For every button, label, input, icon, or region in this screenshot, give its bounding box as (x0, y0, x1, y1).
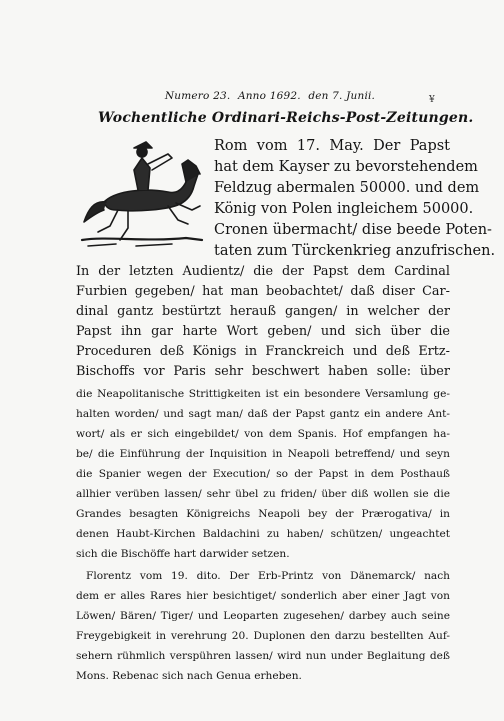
article-line: Feldzug abermalen 50000. und dem (214, 180, 480, 196)
article-line: die Neapolitanische Strittigkeiten ist ein besondere Versamlung ge- (76, 388, 450, 400)
article-line: Rom vom 17. May. Der Papst (214, 138, 450, 154)
article-line: König von Polen ingleichem 50000. (214, 201, 474, 217)
masthead-title: Wochentliche Ordinari-Reichs-Post-Zeitungen. (98, 110, 474, 126)
article-line: Papst ihn gar harte Wort geben/ und sich über die (76, 324, 450, 339)
article-line: halten worden/ und sagt man/ daß der Papst gantz ein andere Ant- (76, 408, 450, 420)
article-line: denen Haubt-Kirchen Baldachini zu haben/ schützen/ ungeachtet (76, 528, 450, 540)
article-line: dinal gantz bestürtzt herauß gangen/ in welcher der (76, 304, 450, 319)
stray-mark: ¥ (429, 95, 435, 105)
post-rider-woodcut-icon (76, 140, 206, 252)
article-line: Cronen übermacht/ dise beede Poten- (214, 222, 492, 238)
article-line: dem er alles Rares hier besichtiget/ sonderlich aber einer Jagt von (76, 590, 450, 602)
article-line: Florentz vom 19. dito. Der Erb-Printz von Dänemarck/ nach (86, 570, 450, 582)
article-line: Furbien gegeben/ hat man beobachtet/ daß diser Car- (76, 284, 450, 299)
article-line: Mons. Rebenac sich nach Genua erheben. (76, 670, 302, 682)
article-line: wort/ als er sich eingebildet/ von dem Spanis. Hof empfangen ha- (76, 428, 450, 440)
article-line: Bischoffs vor Paris sehr beschwert haben solle: über (76, 364, 450, 379)
issue-number: Numero 23. (164, 90, 231, 102)
article-line: Löwen/ Bären/ Tiger/ und Leoparten zugesehen/ darbey auch seine (76, 610, 450, 622)
article-line: sehern rühmlich verspühren lassen/ wird nun under Beglaitung deß (76, 650, 450, 662)
article-line: Freygebigkeit in verehrung 20. Duplonen den darzu bestellten Auf- (76, 630, 450, 642)
article-line: allhier verüben lassen/ sehr übel zu friden/ über diß wollen sie die (76, 488, 450, 500)
article-line: taten zum Türckenkrieg anzufrischen. (214, 243, 496, 259)
article-line: In der letzten Audientz/ die der Papst dem Cardinal (76, 264, 450, 279)
article-line: die Spanier wegen der Execution/ so der Papst in dem Posthauß (76, 468, 450, 480)
article-line: Grandes besagten Königreichs Neapoli bey der Prærogativa/ in (76, 508, 450, 520)
issue-header (120, 90, 420, 102)
article-line: Proceduren deß Königs in Franckreich und deß Ertz- (76, 344, 450, 359)
article-line: be/ die Einführung der Inquisition in Neapoli betreffend/ und seyn (76, 448, 450, 460)
article-line: hat dem Kayser zu bevorstehendem (214, 159, 478, 175)
issue-date: den 7. Junii. (308, 90, 376, 102)
issue-year: Anno 1692. (237, 90, 301, 102)
article-line: sich die Bischöffe hart darwider setzen. (76, 548, 290, 560)
